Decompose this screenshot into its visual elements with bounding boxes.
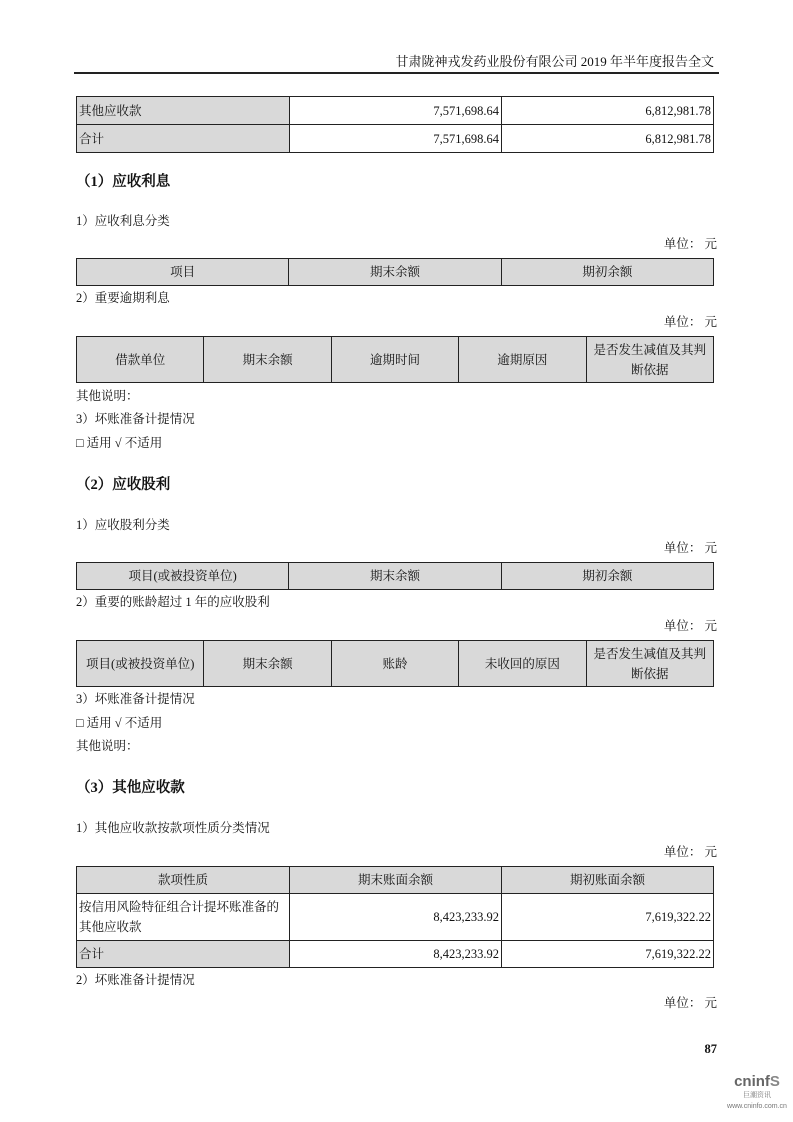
- table-row: [77, 97, 714, 125]
- column-header: 项目(或被投资单位): [77, 563, 289, 590]
- subheading: 2）重要的账龄超过 1 年的应收股利: [76, 595, 270, 609]
- column-header: 期末余额: [204, 337, 331, 383]
- unit-label: 单位： 元: [663, 845, 717, 859]
- column-header: 逾期原因: [459, 337, 586, 383]
- unit-label: 单位： 元: [663, 996, 717, 1010]
- subheading: 2）重要逾期利息: [76, 291, 170, 305]
- subheading: 3）坏账准备计提情况: [76, 412, 195, 426]
- cell: 7,571,698.64: [290, 125, 502, 153]
- dividend-table: [76, 562, 714, 590]
- cell: 7,619,322.22: [502, 941, 714, 968]
- summary-table: [76, 96, 714, 153]
- table-row: [77, 894, 714, 941]
- column-header: 项目(或被投资单位): [77, 641, 204, 687]
- column-header: 期末余额: [204, 641, 331, 687]
- cell: 8,423,233.92: [290, 941, 502, 968]
- applicable-option: □ 适用 √ 不适用: [76, 716, 163, 730]
- note-label: 其他说明：: [76, 739, 139, 753]
- column-header: 期末余额: [289, 259, 501, 286]
- other-receivables-table: [76, 866, 714, 968]
- column-header: 未收回的原因: [459, 641, 586, 687]
- cell: 合计: [77, 125, 290, 153]
- cell: 其他应收款: [77, 97, 290, 125]
- section-heading: （1）应收利息: [76, 174, 171, 190]
- unit-label: 单位： 元: [663, 315, 717, 329]
- table-row: [77, 941, 714, 968]
- overdue-interest-table: [76, 336, 714, 383]
- column-header: 账龄: [331, 641, 458, 687]
- column-header: 是否发生减值及其判断依据: [586, 641, 713, 687]
- cell: 8,423,233.92: [290, 894, 502, 941]
- cell: 合计: [77, 941, 290, 968]
- aged-dividend-table: [76, 640, 714, 687]
- subheading: 1）其他应收款按款项性质分类情况: [76, 821, 270, 835]
- subheading: 3）坏账准备计提情况: [76, 692, 195, 706]
- column-header: 逾期时间: [331, 337, 458, 383]
- column-header: 借款单位: [77, 337, 204, 383]
- header-title: 甘肃陇神戎发药业股份有限公司 2019 年半年度报告全文: [395, 54, 714, 69]
- subheading: 2）坏账准备计提情况: [76, 973, 195, 987]
- section-heading: （3）其他应收款: [76, 780, 185, 796]
- subheading: 1）应收股利分类: [76, 518, 170, 532]
- unit-label: 单位： 元: [663, 237, 717, 251]
- cell: 7,619,322.22: [502, 894, 714, 941]
- column-header: 期初余额: [501, 563, 713, 590]
- cell: 7,571,698.64: [290, 97, 502, 125]
- table-row: [77, 125, 714, 153]
- cell: 6,812,981.78: [502, 97, 714, 125]
- column-header: 项目: [77, 259, 289, 286]
- cell: 6,812,981.78: [502, 125, 714, 153]
- column-header: 款项性质: [77, 867, 290, 894]
- unit-label: 单位： 元: [663, 541, 717, 555]
- column-header: 期末余额: [289, 563, 501, 590]
- interest-table: [76, 258, 714, 286]
- column-header: 是否发生减值及其判断依据: [586, 337, 713, 383]
- unit-label: 单位： 元: [663, 619, 717, 633]
- note-label: 其他说明：: [76, 389, 139, 403]
- column-header: 期末账面余额: [290, 867, 502, 894]
- header-rule: [74, 72, 719, 74]
- page-number: 87: [704, 1042, 717, 1056]
- cninfo-logo: cninfS 巨潮资讯 www.cninfo.com.cn: [727, 1073, 787, 1110]
- cell: 按信用风险特征组合计提坏账准备的其他应收款: [77, 894, 290, 941]
- column-header: 期初余额: [501, 259, 713, 286]
- section-heading: （2）应收股利: [76, 477, 171, 493]
- subheading: 1）应收利息分类: [76, 214, 170, 228]
- column-header: 期初账面余额: [502, 867, 714, 894]
- applicable-option: □ 适用 √ 不适用: [76, 436, 163, 450]
